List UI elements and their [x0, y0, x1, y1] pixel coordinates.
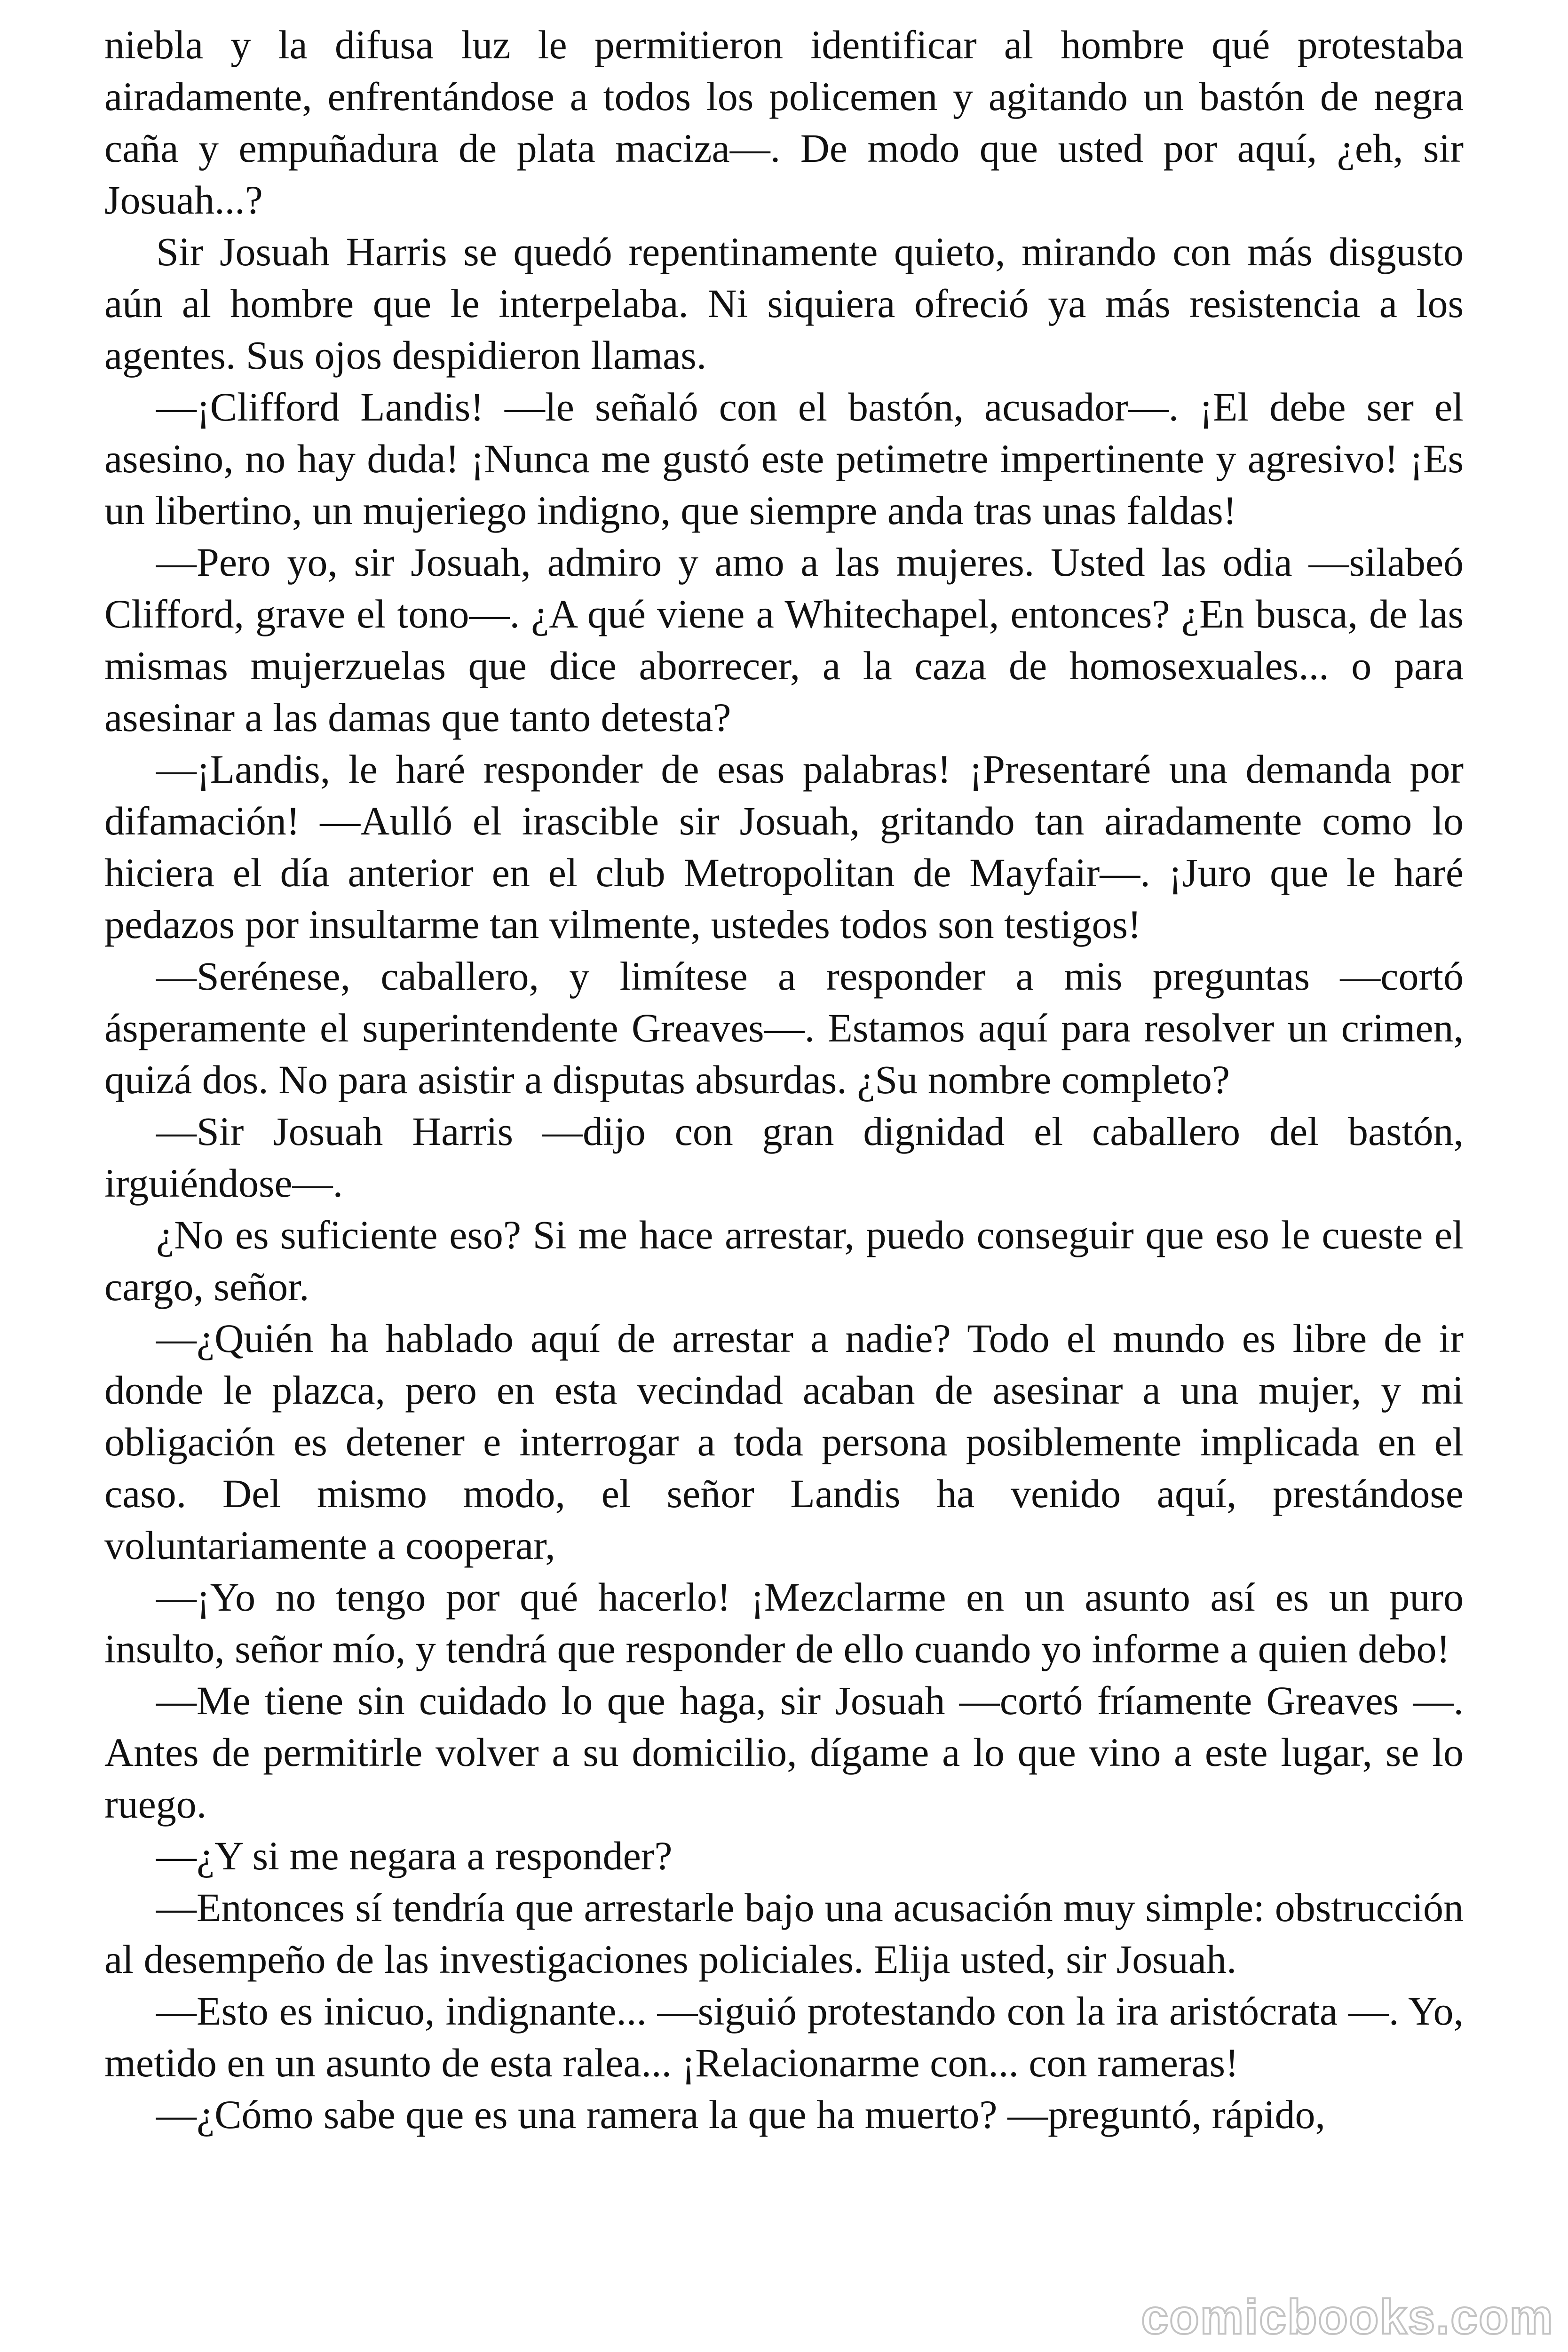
paragraph-9: —¿Quién ha hablado aquí de arrestar a nadie? Todo el mundo es libre de ir donde le plazca, pero en esta vecindad acaban de asesinar a una mujer, y mi obligación es detener e interrogar a toda persona posiblemente implicada en el caso. Del mismo modo, el señor Landis ha venido aquí, prestándose voluntariamente a cooperar, [104, 1316, 1464, 1568]
paragraph-15: —¿Cómo sabe que es una ramera la que ha muerto? —preguntó, rápido, [156, 2092, 1325, 2137]
watermark-logo: comicbooks.com [1141, 2290, 1554, 2344]
paragraph-7: —Sir Josuah Harris —dijo con gran dignidad el caballero del bastón, irguiéndose—. [104, 1109, 1464, 1206]
paragraph-2: Sir Josuah Harris se quedó repentinamente quieto, mirando con más disgusto aún al hombre que le interpelaba. Ni siquiera ofreció ya más resistencia a los agentes. Sus ojos despidieron llamas. [104, 229, 1464, 378]
paragraph-12: —¿Y si me negara a responder? [156, 1833, 673, 1878]
paragraph-13: —Entonces sí tendría que arrestarle bajo una acusación muy simple: obstrucción al desempeño de las investigaciones policiales. Elija usted, sir Josuah. [104, 1885, 1464, 1982]
paragraph-11: —Me tiene sin cuidado lo que haga, sir Josuah —cortó fríamente Greaves —. Antes de permitirle volver a su domicilio, dígame a lo que vino a este lugar, se lo ruego. [104, 1678, 1464, 1827]
page-text [104, 19, 1464, 2140]
paragraph-14: —Esto es inicuo, indignante... —siguió protestando con la ira aristócrata —. Yo, metido en un asunto de esta ralea... ¡Relacionarme con... con rameras! [104, 1988, 1464, 2085]
paragraph-4: —Pero yo, sir Josuah, admiro y amo a las mujeres. Usted las odia —silabeó Clifford, grave el tono—. ¿A qué viene a Whitechapel, entonces? ¿En busca, de las mismas mujerzuelas que dice aborrecer, a la caza de homosexuales... o para asesinar a las damas que tanto detesta? [104, 540, 1464, 740]
paragraph-10: —¡Yo no tengo por qué hacerlo! ¡Mezclarme en un asunto así es un puro insulto, señor mío, y tendrá que responder de ello cuando yo informe a quien debo! [104, 1574, 1464, 1671]
paragraph-5: —¡Landis, le haré responder de esas palabras! ¡Presentaré una demanda por difamación! —Aulló el irascible sir Josuah, gritando tan airadamente como lo hiciera el día anterior en el club Metropolitan de Mayfair—. ¡Juro que le haré pedazos por insultarme tan vilmente, ustedes todos son testigos! [104, 747, 1464, 947]
paragraph-8: ¿No es suficiente eso? Si me hace arrestar, puedo conseguir que eso le cueste el cargo, señor. [104, 1212, 1464, 1309]
paragraph-1: niebla y la difusa luz le permitieron identificar al hombre qué protestaba airadamente, enfrentándose a todos los policemen y agitando un bastón de negra caña y empuñadura de plata maciza—. De modo que usted por aquí, ¿eh, sir Josuah...? [104, 22, 1464, 222]
paragraph-3: —¡Clifford Landis! —le señaló con el bastón, acusador—. ¡El debe ser el asesino, no hay duda! ¡Nunca me gustó este petimetre impertinente y agresivo! ¡Es un libertino, un mujeriego indigno, que siempre anda tras unas faldas! [104, 384, 1464, 533]
paragraph-6: —Serénese, caballero, y limítese a responder a mis preguntas —cortó ásperamente el superintendente Greaves—. Estamos aquí para resolver un crimen, quizá dos. No para asistir a disputas absurdas. ¿Su nombre completo? [104, 954, 1464, 1102]
